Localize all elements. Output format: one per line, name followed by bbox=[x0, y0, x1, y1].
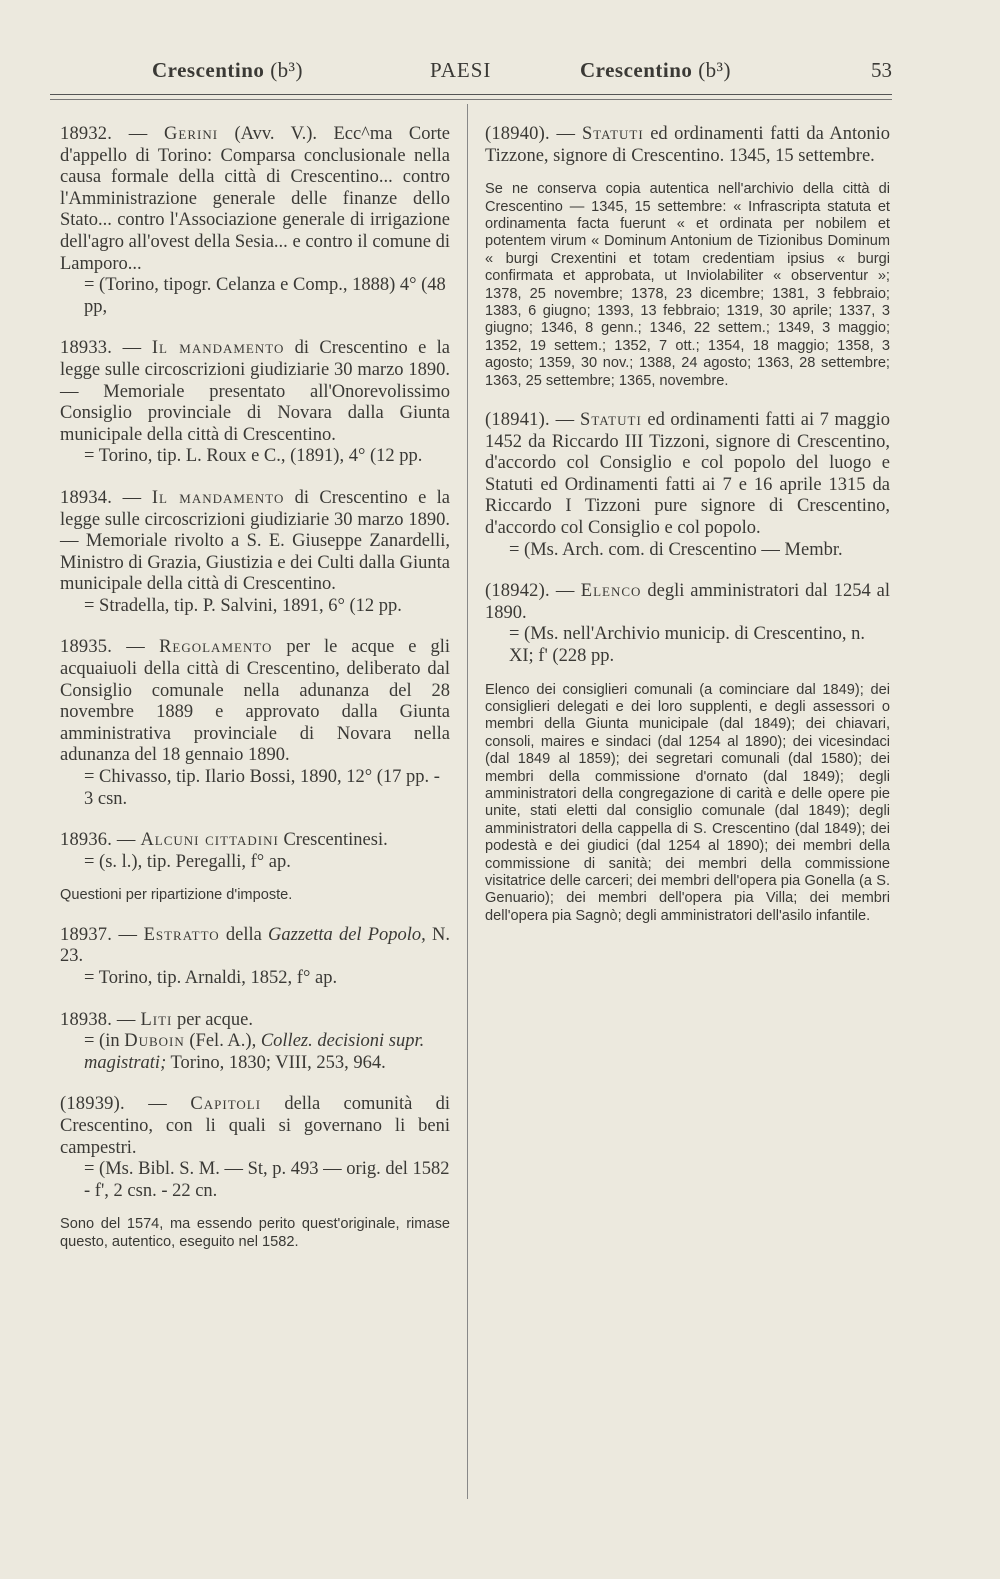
entry-heading: Regolamento bbox=[159, 637, 273, 658]
entry-imprint: = Torino, tip. Arnaldi, 1852, f° ap. bbox=[84, 968, 338, 988]
entry-18936 bbox=[60, 830, 450, 905]
entry-18941 bbox=[485, 410, 890, 561]
entry-18938 bbox=[60, 1010, 450, 1075]
header-left-title: Crescentino (b³) bbox=[152, 58, 303, 82]
entry-title: Crescentinesi. bbox=[278, 830, 388, 851]
page-number: 53 bbox=[871, 58, 892, 82]
entry-text: della bbox=[219, 924, 269, 945]
entry-title: (Avv. V.). Ecc^ma Corte d'appello di Torino: Comparsa conclusionale nella causa formale della città di Crescentino... contro l'Amministrazione generale delle finanze dello Stato... contro l'Associazione generale di irrigazione dell'agro all'ovest della Sesia... e contro il comune di Lamporo... bbox=[60, 124, 450, 274]
entry-number: (18939). — bbox=[60, 1094, 191, 1115]
entry-imprint: = (s. l.), tip. Peregalli, f° ap. bbox=[84, 851, 291, 872]
header-section: PAESI bbox=[430, 58, 492, 82]
entry-imprint: = (in Duboin (Fel. A.), Collez. decisioni supr. magistrati; Torino, 1830; VIII, 253, 964. bbox=[84, 1031, 425, 1073]
entry-title: per acque. bbox=[172, 1009, 253, 1030]
entry-heading: Estratto bbox=[143, 924, 220, 945]
entry-number: (18941). — bbox=[485, 410, 581, 431]
entry-18934 bbox=[60, 488, 450, 618]
right-column bbox=[485, 124, 890, 925]
entry-18937 bbox=[60, 925, 450, 990]
entry-imprint: = (Ms. nell'Archivio municip. di Crescentino, n. XI; f' (228 pp. bbox=[509, 624, 865, 666]
entry-heading: Statuti bbox=[581, 124, 644, 144]
entry-heading: Il mandamento bbox=[151, 487, 285, 508]
entry-imprint: = Torino, tip. L. Roux e C., (1891), 4° (12 pp. bbox=[84, 446, 423, 467]
entry-title: ed ordinamenti fatti da Antonio Tizzone, signore di Crescentino. 1345, 15 settembre. bbox=[485, 124, 890, 166]
entry-heading: Elenco bbox=[580, 581, 642, 602]
entry-imprint: = (Ms. Arch. com. di Crescentino — Membr. bbox=[509, 539, 843, 560]
entry-imprint: = Stradella, tip. P. Salvini, 1891, 6° (12 pp. bbox=[84, 595, 402, 616]
entry-imprint: = (Ms. Bibl. S. M. — St, p. 493 — orig. del 1582 - f', 2 csn. - 22 cn. bbox=[84, 1159, 450, 1201]
entry-number: 18938. — bbox=[60, 1009, 141, 1030]
entry-text: N. 23. bbox=[60, 924, 450, 967]
entry-title: della comunità di Crescentino, con li quali si governano li beni campestri. bbox=[60, 1094, 450, 1158]
entry-18932 bbox=[60, 124, 450, 318]
entry-18935 bbox=[60, 637, 450, 810]
entry-note: Elenco dei consiglieri comunali (a cominciare dal 1849); dei consiglieri delegati e dei loro supplenti, e degli assessori o membri della Giunta municipale (dal 1849); dei chiavari, consoli, maires e sindaci (dal 1254 al 1890); dei vicesindaci (dal 1849 al 1859); dei segretari comunali (dal 1580); dei membri della commissione d'ornato (dal 1849); degli amministratori della congregazione di carità e delle opere pie unite, stati eletti dal consiglio comunale (dal 1849); degli amministratori della cappella di S. Crescentino (dal 1849); dei podestà e dei giudici (dal 1254 al 1890); dei membri della commissione di sanità; dei membri della commissione visitatrice delle carceri; dei membri dell'opera pia Gonella (a S. Genuario); dei membri dell'opera pia Villa; dei membri dell'opera pia Sagnò; degli amministratori dell'asilo infantile. bbox=[485, 681, 890, 924]
entry-note: Se ne conserva copia autentica nell'archivio della città di Crescentino — 1345, 15 settembre: « Infrascripta statuta et ordinamenta facta fuerunt « et ordinata per nobilem et potentem virum « Dominum Antonium de Tizionibus Dominum « burgi Crexentini et totam credentiam ipsius « burgi confirmata et approbata, ut Inviolabiliter « observentur »; 1378, 25 novembre; 1378, 23 dicembre; 1381, 3 febbraio; 1383, 6 giugno; 1393, 13 febbraio; 1319, 30 aprile; 1337, 3 giugno; 1346, 8 genn.; 1346, 22 settem.; 1349, 3 maggio; 1352, 19 settem.; 1352, 7 ott.; 1354, 18 maggio; 1358, 3 agosto; 1359, 30 nov.; 1388, 24 agosto; 1363, 28 settembre; 1363, 25 settembre; 1365, novembre. bbox=[485, 181, 890, 389]
entry-18940 bbox=[485, 124, 890, 390]
entry-title: di Crescentino e la legge sulle circoscrizioni giudiziarie 30 marzo 1890. — Memoriale presentato all'Onorevolissimo Consiglio provinciale di Novara dalla Giunta municipale della città di Crescentino. bbox=[60, 338, 450, 445]
left-column bbox=[60, 124, 450, 1251]
entry-note: Sono del 1574, ma essendo perito quest'originale, rimase questo, autentico, eseguito nel 1582. bbox=[60, 1216, 450, 1250]
entry-note: Questioni per ripartizione d'imposte. bbox=[60, 887, 293, 904]
entry-number: 18933. — bbox=[60, 338, 152, 359]
header-rule-thin bbox=[50, 99, 892, 100]
entry-number: (18942). — bbox=[485, 581, 581, 602]
entry-heading: Liti bbox=[140, 1009, 173, 1030]
header-left-sub: (b³) bbox=[270, 58, 303, 82]
entry-imprint: = (Torino, tipogr. Celanza e Comp., 1888) 4° (48 pp, bbox=[84, 275, 446, 317]
header-right-sub: (b³) bbox=[698, 58, 731, 82]
header-right-title: Crescentino (b³) bbox=[580, 58, 731, 82]
entry-title: degli amministratori dal 1254 al 1890. bbox=[485, 581, 890, 623]
entry-heading: Alcuni cittadini bbox=[140, 830, 279, 851]
entry-author: Gerini bbox=[164, 124, 219, 144]
entry-heading: Capitoli bbox=[190, 1094, 262, 1115]
entry-number: 18932. — bbox=[60, 124, 165, 144]
entry-title: per le acque e gli acquaiuoli della città di Crescentino, deliberato dal Consiglio comunale nella adunanza del 28 novembre 1889 e approvato dalla Giunta amministrativa provinciale di Novara nella adunanza del 18 gennaio 1890. bbox=[60, 637, 450, 766]
entry-heading: Il mandamento bbox=[151, 338, 285, 359]
entry-number: 18937. — bbox=[60, 924, 144, 945]
header-rule bbox=[50, 94, 892, 95]
entry-18939 bbox=[60, 1094, 450, 1251]
entry-heading: Statuti bbox=[580, 410, 642, 431]
entry-18933 bbox=[60, 338, 450, 468]
entry-title: di Crescentino e la legge sulle circoscrizioni giudiziarie 30 marzo 1890. — Memoriale rivolto a S. E. Giuseppe Zanardelli, Ministro di Grazia, Giustizia e dei Culti dalla Giunta municipale della città di Crescentino. bbox=[60, 487, 450, 595]
entry-imprint: = Chivasso, tip. Ilario Bossi, 1890, 12° (17 pp. - 3 csn. bbox=[84, 767, 440, 809]
column-divider bbox=[467, 104, 468, 1499]
entry-number: 18935. — bbox=[60, 637, 160, 658]
entry-number: (18940). — bbox=[485, 124, 582, 144]
entry-18942 bbox=[485, 581, 890, 925]
entry-number: 18936. — bbox=[60, 830, 141, 851]
running-header bbox=[50, 58, 892, 92]
entry-periodical: Gazzetta del Popolo, bbox=[268, 924, 426, 945]
entry-title: ed ordinamenti fatti ai 7 maggio 1452 da Riccardo III Tizzoni, signore di Crescentino, d'accordo col Consiglio e col popolo del luogo e Statuti ed Ordinamenti fatti ai 7 e 16 aprile 1315 da Riccardo I Tizzoni pure signore di Crescentino, d'accordo col Consiglio e col popolo. bbox=[485, 410, 890, 539]
entry-number: 18934. — bbox=[60, 487, 152, 508]
